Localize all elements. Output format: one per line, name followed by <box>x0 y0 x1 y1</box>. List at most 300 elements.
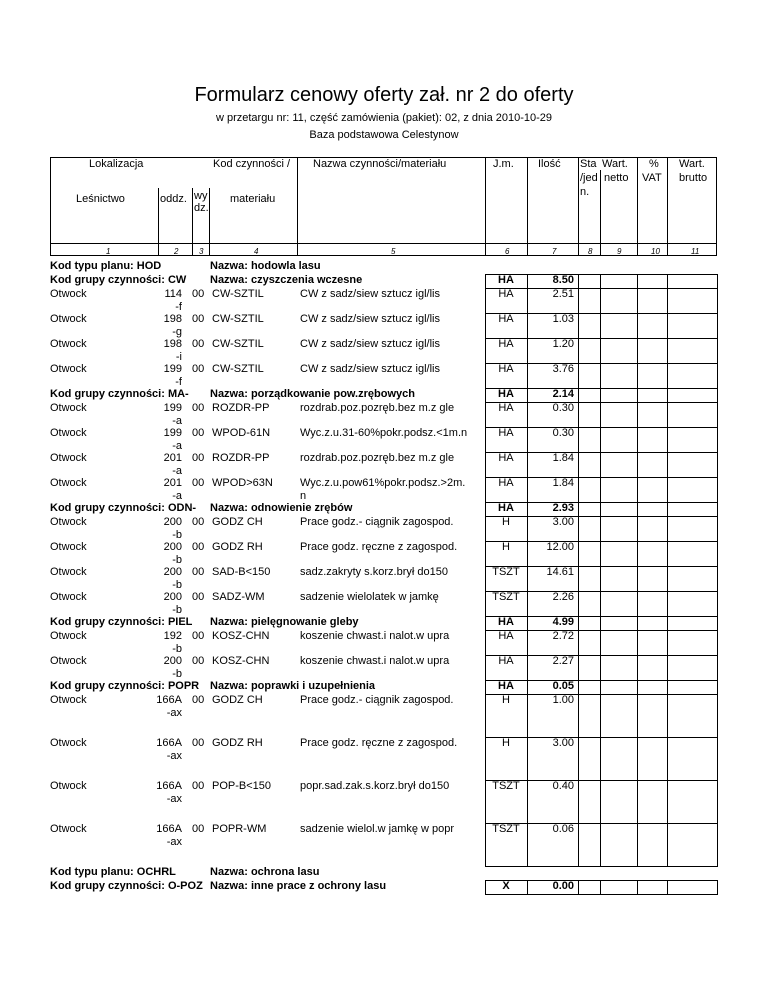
table-cell <box>667 880 718 895</box>
table-cell <box>485 388 528 403</box>
header-stawka: n. <box>580 186 590 198</box>
header-col-divider <box>578 157 579 256</box>
table-cell <box>637 477 668 503</box>
group-code-label: Kod grupy czynności: POPR <box>50 680 200 692</box>
item-jm: TSZT <box>492 566 520 578</box>
item-name: Prace godz.- ciągnik zagospod. <box>300 516 454 528</box>
table-cell <box>600 655 638 681</box>
table-cell <box>637 566 668 592</box>
item-oddz: 199 <box>163 363 182 375</box>
table-cell <box>578 427 601 453</box>
item-kod: KOSZ-CHN <box>212 630 270 642</box>
table-cell <box>637 363 668 389</box>
group-code-label: Kod grupy czynności: MA- <box>50 388 189 400</box>
table-cell <box>637 313 668 339</box>
item-qty: 0.30 <box>552 402 574 414</box>
item-oddz: 200 <box>163 591 182 603</box>
header-nazwa: Nazwa czynności/materiału <box>313 158 447 170</box>
table-cell <box>527 541 579 567</box>
item-oddz-sub: -g <box>172 326 182 338</box>
header-col-number: 5 <box>391 247 396 256</box>
table-cell <box>578 541 601 567</box>
item-oddz-sub: -b <box>172 643 182 655</box>
item-oddz-sub: -b <box>172 668 182 680</box>
item-qty: 3.00 <box>552 516 574 528</box>
item-name: Wyc.z.u.31-60%pokr.podsz.<1m.n <box>300 427 468 439</box>
table-cell <box>637 427 668 453</box>
item-jm: H <box>502 737 510 749</box>
table-cell <box>527 566 579 592</box>
table-cell <box>600 338 638 364</box>
item-name: sadzenie wielolatek w jamkę <box>300 591 439 603</box>
table-cell <box>600 388 638 403</box>
item-wydz: 00 <box>192 288 205 300</box>
item-kod: SAD-B<150 <box>212 566 271 578</box>
table-cell <box>667 502 718 517</box>
item-lesnictwo: Otwock <box>50 452 87 464</box>
item-name: Prace godz. ręczne z zagospod. <box>300 541 458 553</box>
table-cell <box>527 694 579 738</box>
table-cell <box>485 452 528 478</box>
table-cell <box>578 737 601 781</box>
item-wydz: 00 <box>192 313 205 325</box>
header-col-number: 4 <box>254 247 259 256</box>
table-cell <box>578 880 601 895</box>
group-jm: X <box>502 880 510 892</box>
group-qty: 2.93 <box>552 502 574 514</box>
table-cell <box>637 541 668 567</box>
group-name: Nazwa: poprawki i uzupełnienia <box>210 680 376 692</box>
item-name: rozdrab.poz.pozręb.bez m.z gle <box>300 452 455 464</box>
item-lesnictwo: Otwock <box>50 566 87 578</box>
item-name: sadzenie wielol.w jamkę w popr <box>300 823 455 835</box>
header-col-number: 9 <box>617 247 622 256</box>
table-cell <box>578 477 601 503</box>
item-lesnictwo: Otwock <box>50 313 87 325</box>
item-qty: 0.40 <box>552 780 574 792</box>
item-kod: CW-SZTIL <box>212 338 264 350</box>
item-name: popr.sad.zak.s.korz.brył do150 <box>300 780 450 792</box>
item-qty: 2.51 <box>552 288 574 300</box>
item-wydz: 00 <box>192 338 205 350</box>
table-cell <box>667 477 718 503</box>
table-cell <box>600 427 638 453</box>
table-cell <box>578 616 601 631</box>
item-oddz-sub: -f <box>175 376 182 388</box>
item-qty: 12.00 <box>546 541 574 553</box>
table-cell <box>527 288 579 314</box>
item-oddz-sub: -a <box>172 440 182 452</box>
item-qty: 3.76 <box>552 363 574 375</box>
group-qty: 4.99 <box>552 616 574 628</box>
item-jm: HA <box>498 630 514 642</box>
table-cell <box>667 694 718 738</box>
item-kod: ROZDR-PP <box>212 452 270 464</box>
header-col-divider <box>297 157 298 256</box>
table-cell <box>485 363 528 389</box>
item-oddz: 166A <box>156 823 182 835</box>
table-cell <box>485 477 528 503</box>
item-wydz: 00 <box>192 566 205 578</box>
group-code-label: Kod grupy czynności: O-POZ <box>50 880 203 892</box>
item-name: CW z sadz/siew sztucz igl/lis <box>300 288 440 300</box>
table-cell <box>485 288 528 314</box>
table-cell <box>667 780 718 824</box>
header-col-divider <box>158 188 159 256</box>
table-cell <box>667 402 718 428</box>
header-col-divider <box>637 157 638 256</box>
item-oddz-sub: -f <box>175 301 182 313</box>
item-oddz-sub: -b <box>172 579 182 591</box>
group-jm: HA <box>498 680 514 692</box>
table-cell <box>578 502 601 517</box>
table-cell <box>637 516 668 542</box>
table-cell <box>527 823 579 867</box>
group-code-label: Kod grupy czynności: ODN- <box>50 502 197 514</box>
base-name: Baza podstawowa Celestynow <box>309 129 459 141</box>
group-name: Nazwa: inne prace z ochrony lasu <box>210 880 387 892</box>
item-kod: CW-SZTIL <box>212 313 264 325</box>
header-stawka: /jed <box>580 172 598 184</box>
table-cell <box>667 338 718 364</box>
table-cell <box>667 427 718 453</box>
item-jm: HA <box>498 427 514 439</box>
table-cell <box>667 591 718 617</box>
table-cell <box>600 780 638 824</box>
item-jm: HA <box>498 402 514 414</box>
table-cell <box>637 338 668 364</box>
item-jm: TSZT <box>492 591 520 603</box>
table-cell <box>600 680 638 695</box>
item-lesnictwo: Otwock <box>50 694 87 706</box>
item-wydz: 00 <box>192 737 205 749</box>
item-jm: HA <box>498 452 514 464</box>
item-lesnictwo: Otwock <box>50 363 87 375</box>
item-kod: CW-SZTIL <box>212 288 264 300</box>
item-oddz: 114 <box>164 288 182 300</box>
group-qty: 8.50 <box>552 274 574 286</box>
header-col-number: 8 <box>588 247 593 256</box>
item-oddz-sub: -ax <box>166 793 182 805</box>
table-cell <box>637 402 668 428</box>
item-oddz: 200 <box>163 655 182 667</box>
table-cell <box>578 694 601 738</box>
table-cell <box>485 880 528 895</box>
header-col-number: 6 <box>505 247 510 256</box>
table-cell <box>667 274 718 289</box>
table-cell <box>578 274 601 289</box>
item-oddz: 200 <box>163 541 182 553</box>
header-wart-netto: Wart. <box>602 158 628 170</box>
item-name: koszenie chwast.i nalot.w upra <box>300 630 450 642</box>
item-oddz: 166A <box>156 780 182 792</box>
item-lesnictwo: Otwock <box>50 737 87 749</box>
header-col-number: 1 <box>106 247 111 256</box>
group-code-label: Kod grupy czynności: PIEL <box>50 616 193 628</box>
header-kod-czynnosci: Kod czynności / <box>213 158 291 170</box>
table-cell <box>527 452 579 478</box>
table-cell <box>667 616 718 631</box>
table-cell <box>600 694 638 738</box>
plan-type-label: Kod typu planu: OCHRL <box>50 866 176 878</box>
table-cell <box>578 591 601 617</box>
item-wydz: 00 <box>192 427 205 439</box>
table-cell <box>600 823 638 867</box>
table-cell <box>527 630 579 656</box>
item-name: CW z sadz/siew sztucz igl/lis <box>300 338 440 350</box>
table-cell <box>637 880 668 895</box>
table-cell <box>485 780 528 824</box>
item-oddz: 199 <box>163 402 182 414</box>
group-jm: HA <box>498 616 514 628</box>
item-name: Prace godz. ręczne z zagospod. <box>300 737 458 749</box>
table-cell <box>527 274 579 289</box>
table-cell <box>600 402 638 428</box>
table-cell <box>600 516 638 542</box>
table-cell <box>578 780 601 824</box>
table-cell <box>667 737 718 781</box>
table-cell <box>527 313 579 339</box>
item-lesnictwo: Otwock <box>50 541 87 553</box>
table-cell <box>667 541 718 567</box>
item-wydz: 00 <box>192 655 205 667</box>
table-cell <box>527 338 579 364</box>
item-oddz-sub: -a <box>172 415 182 427</box>
table-cell <box>600 541 638 567</box>
item-jm: H <box>502 694 510 706</box>
table-cell <box>485 630 528 656</box>
item-qty: 1.84 <box>552 452 574 464</box>
item-kod: ROZDR-PP <box>212 402 270 414</box>
item-oddz-sub: -ax <box>166 836 182 848</box>
header-wart-netto: netto <box>604 172 629 184</box>
item-qty: 1.20 <box>552 338 574 350</box>
item-kod: GODZ RH <box>212 737 263 749</box>
table-cell <box>485 737 528 781</box>
table-cell <box>600 616 638 631</box>
header-col-divider <box>527 157 528 256</box>
header-col-divider <box>600 170 601 256</box>
table-cell <box>637 680 668 695</box>
table-cell <box>667 452 718 478</box>
item-name: Prace godz.- ciągnik zagospod. <box>300 694 454 706</box>
item-jm: HA <box>498 363 514 375</box>
table-cell <box>637 388 668 403</box>
item-qty: 2.26 <box>552 591 574 603</box>
item-wydz: 00 <box>192 452 205 464</box>
item-wydz: 00 <box>192 402 205 414</box>
plan-type-name: Nazwa: hodowla lasu <box>210 260 321 272</box>
table-cell <box>667 313 718 339</box>
item-qty: 14.61 <box>546 566 574 578</box>
table-cell <box>578 402 601 428</box>
item-wydz: 00 <box>192 591 205 603</box>
table-cell <box>637 616 668 631</box>
table-cell <box>637 655 668 681</box>
table-cell <box>527 591 579 617</box>
header-col-number: 7 <box>552 247 557 256</box>
table-cell <box>485 274 528 289</box>
table-cell <box>600 288 638 314</box>
item-oddz: 199 <box>163 427 182 439</box>
table-cell <box>527 427 579 453</box>
item-oddz-sub: -a <box>172 490 182 502</box>
item-oddz-sub: -ax <box>166 707 182 719</box>
table-cell <box>637 502 668 517</box>
item-wydz: 00 <box>192 630 205 642</box>
header-wydz: dz. <box>194 202 209 214</box>
header-col-number: 10 <box>651 247 660 256</box>
table-cell <box>667 655 718 681</box>
table-cell <box>667 388 718 403</box>
header-lesnictwo: Leśnictwo <box>76 193 125 205</box>
item-kod: WPOD-61N <box>212 427 271 439</box>
header-col-number: 2 <box>174 247 179 256</box>
item-lesnictwo: Otwock <box>50 780 87 792</box>
item-jm: TSZT <box>492 823 520 835</box>
header-col-divider <box>485 157 486 256</box>
item-qty: 3.00 <box>552 737 574 749</box>
table-cell <box>485 338 528 364</box>
table-cell <box>527 880 579 895</box>
header-jm: J.m. <box>493 158 514 170</box>
table-cell <box>667 566 718 592</box>
table-cell <box>637 630 668 656</box>
table-cell <box>637 288 668 314</box>
table-cell <box>637 780 668 824</box>
item-kod: POP-B<150 <box>212 780 272 792</box>
table-cell <box>667 823 718 867</box>
item-kod: POPR-WM <box>212 823 267 835</box>
table-cell <box>578 288 601 314</box>
item-qty: 0.06 <box>552 823 574 835</box>
header-number-divider <box>50 243 717 244</box>
item-jm: HA <box>498 655 514 667</box>
item-wydz: 00 <box>192 363 205 375</box>
item-name: CW z sadz/siew sztucz igl/lis <box>300 313 440 325</box>
item-oddz: 192 <box>163 630 182 642</box>
table-cell <box>600 313 638 339</box>
table-cell <box>600 477 638 503</box>
item-kod: KOSZ-CHN <box>212 655 270 667</box>
item-lesnictwo: Otwock <box>50 655 87 667</box>
item-jm: HA <box>498 338 514 350</box>
header-col-divider <box>209 188 210 256</box>
item-jm: HA <box>498 477 514 489</box>
item-oddz: 200 <box>163 566 182 578</box>
item-lesnictwo: Otwock <box>50 823 87 835</box>
item-name: n <box>300 490 307 502</box>
header-wydz: wy <box>194 190 208 202</box>
table-cell <box>667 288 718 314</box>
header-vat: % <box>649 158 659 170</box>
header-col-divider <box>667 157 668 256</box>
plan-type-name: Nazwa: ochrona lasu <box>210 866 320 878</box>
group-qty: 0.05 <box>552 680 574 692</box>
header-col-number: 3 <box>199 247 204 256</box>
table-cell <box>578 313 601 339</box>
header-ilosc: Ilość <box>538 158 561 170</box>
table-cell <box>527 616 579 631</box>
table-cell <box>527 737 579 781</box>
table-cell <box>485 655 528 681</box>
table-cell <box>485 680 528 695</box>
table-cell <box>527 780 579 824</box>
group-name: Nazwa: czyszczenia wczesne <box>210 274 363 286</box>
table-cell <box>485 591 528 617</box>
table-cell <box>485 823 528 867</box>
table-cell <box>485 427 528 453</box>
plan-type-label: Kod typu planu: HOD <box>50 260 162 272</box>
item-qty: 1.03 <box>552 313 574 325</box>
item-oddz: 201 <box>163 477 182 489</box>
table-cell <box>637 737 668 781</box>
table-cell <box>485 313 528 339</box>
table-cell <box>637 274 668 289</box>
item-kod: WPOD>63N <box>212 477 273 489</box>
item-oddz-sub: -i <box>175 351 182 363</box>
item-oddz: 200 <box>163 516 182 528</box>
header-oddz: oddz. <box>160 193 187 205</box>
table-cell <box>527 502 579 517</box>
item-lesnictwo: Otwock <box>50 288 87 300</box>
table-cell <box>600 452 638 478</box>
item-name: Wyc.z.u.pow61%pokr.podsz.>2m. <box>300 477 466 489</box>
header-stawka: Sta <box>580 158 597 170</box>
item-oddz: 201 <box>163 452 182 464</box>
item-kod: GODZ RH <box>212 541 263 553</box>
table-cell <box>600 274 638 289</box>
group-code-label: Kod grupy czynności: CW <box>50 274 187 286</box>
table-cell <box>578 680 601 695</box>
item-jm: TSZT <box>492 780 520 792</box>
item-lesnictwo: Otwock <box>50 477 87 489</box>
item-kod: GODZ CH <box>212 516 263 528</box>
item-name: rozdrab.poz.pozręb.bez m.z gle <box>300 402 455 414</box>
table-cell <box>485 541 528 567</box>
table-cell <box>485 502 528 517</box>
item-oddz-sub: -b <box>172 604 182 616</box>
item-jm: HA <box>498 288 514 300</box>
group-jm: HA <box>498 388 514 400</box>
table-cell <box>578 516 601 542</box>
table-cell <box>667 516 718 542</box>
table-cell <box>485 566 528 592</box>
item-wydz: 00 <box>192 823 205 835</box>
item-lesnictwo: Otwock <box>50 630 87 642</box>
table-cell <box>485 516 528 542</box>
item-oddz: 166A <box>156 737 182 749</box>
item-oddz-sub: -ax <box>166 750 182 762</box>
group-jm: HA <box>498 274 514 286</box>
table-cell <box>578 452 601 478</box>
table-cell <box>667 680 718 695</box>
table-cell <box>637 591 668 617</box>
item-kod: CW-SZTIL <box>212 363 264 375</box>
group-qty: 2.14 <box>552 388 574 400</box>
table-cell <box>578 363 601 389</box>
item-kod: GODZ CH <box>212 694 263 706</box>
table-cell <box>600 880 638 895</box>
table-cell <box>600 630 638 656</box>
item-wydz: 00 <box>192 780 205 792</box>
item-jm: H <box>502 541 510 553</box>
group-name: Nazwa: porządkowanie pow.zrębowych <box>210 388 415 400</box>
table-cell <box>527 402 579 428</box>
item-oddz-sub: -b <box>172 554 182 566</box>
table-cell <box>527 516 579 542</box>
group-jm: HA <box>498 502 514 514</box>
